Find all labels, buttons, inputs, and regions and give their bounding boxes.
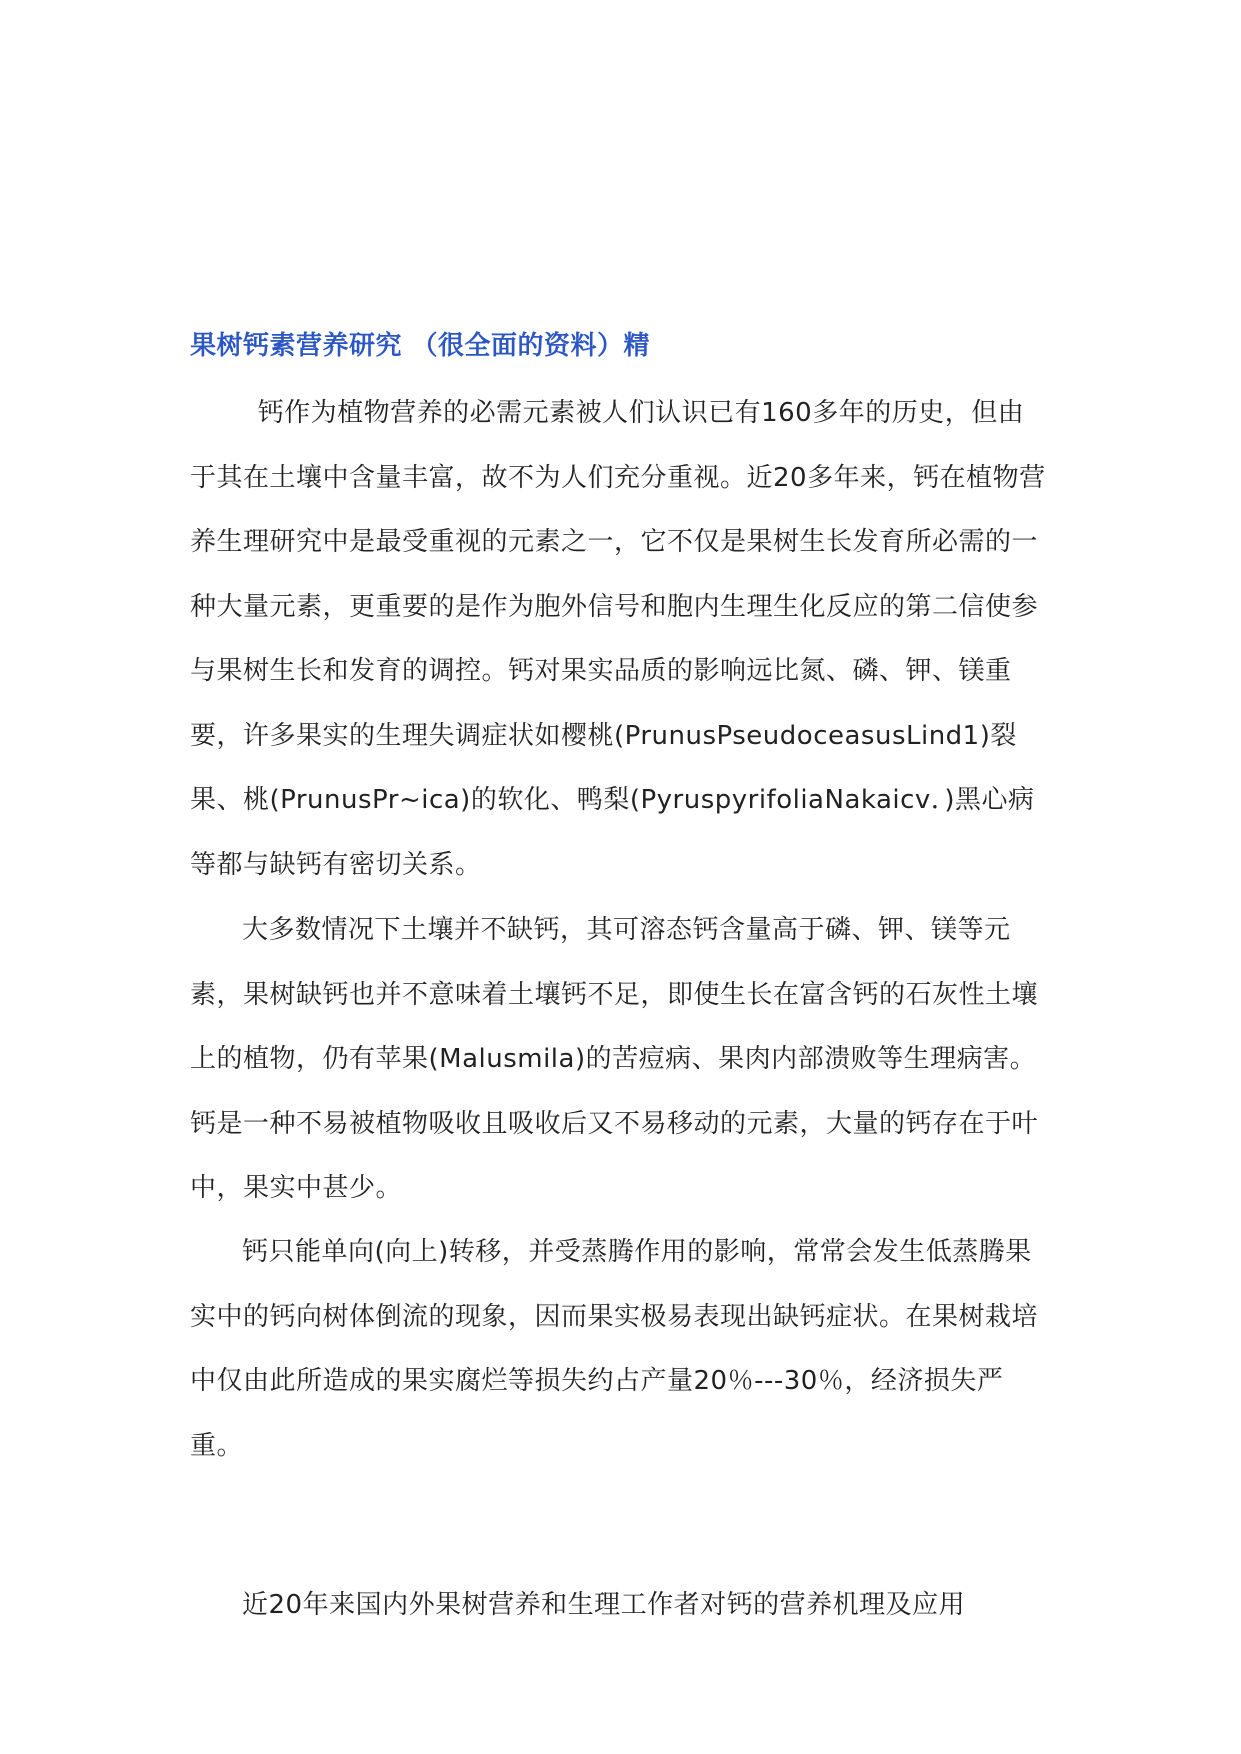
paragraph-2: 大多数情况下土壤并不缺钙，其可溶态钙含量高于磷、钾、镁等元素，果树缺钙也并不意味着土壤钙不足，即使生长在富含钙的石灰性土壤上的植物，仍有苹果(Malusmila)的苦痘病、果肉内部溃败等生理病害。钙是一种不易被植物吸收且吸收后又不易移动的元素，大量的钙存在于叶中，果实中甚少。 (190, 915, 1039, 1203)
document-title: 果树钙素营养研究 （很全面的资料）精 (190, 331, 651, 361)
paragraph-1: 钙作为植物营养的必需元素被人们认识已有160多年的历史，但由于其在土壤中含量丰富，故不为人们充分重视。近20多年来，钙在植物营养生理研究中是最受重视的元素之一，它不仅是果树生长发育所必需的一种大量元素，更重要的是作为胞外信号和胞内生理生化反应的第二信使参与果树生长和发育的调控。钙对果实品质的影响远比氮、磷、钾、镁重要，许多果实的生理失调症状如樱桃(PrunusPseudoceasusLind1)裂果、桃(PrunusPr~ica)的软化、鸭梨(PyruspyrifoliaNakaicv．)黑心病等都与缺钙有密切关系。 (190, 398, 1046, 880)
paragraph-3: 钙只能单向(向上)转移，并受蒸腾作用的影响，常常会发生低蒸腾果实中的钙向树体倒流的现象，因而果实极易表现出缺钙症状。在果树栽培中仅由此所造成的果实腐烂等损失约占产量20％---30％，经济损失严重。 (190, 1237, 1039, 1461)
paragraph-4: 近20年来国内外果树营养和生理工作者对钙的营养机理及应用 (242, 1590, 966, 1620)
